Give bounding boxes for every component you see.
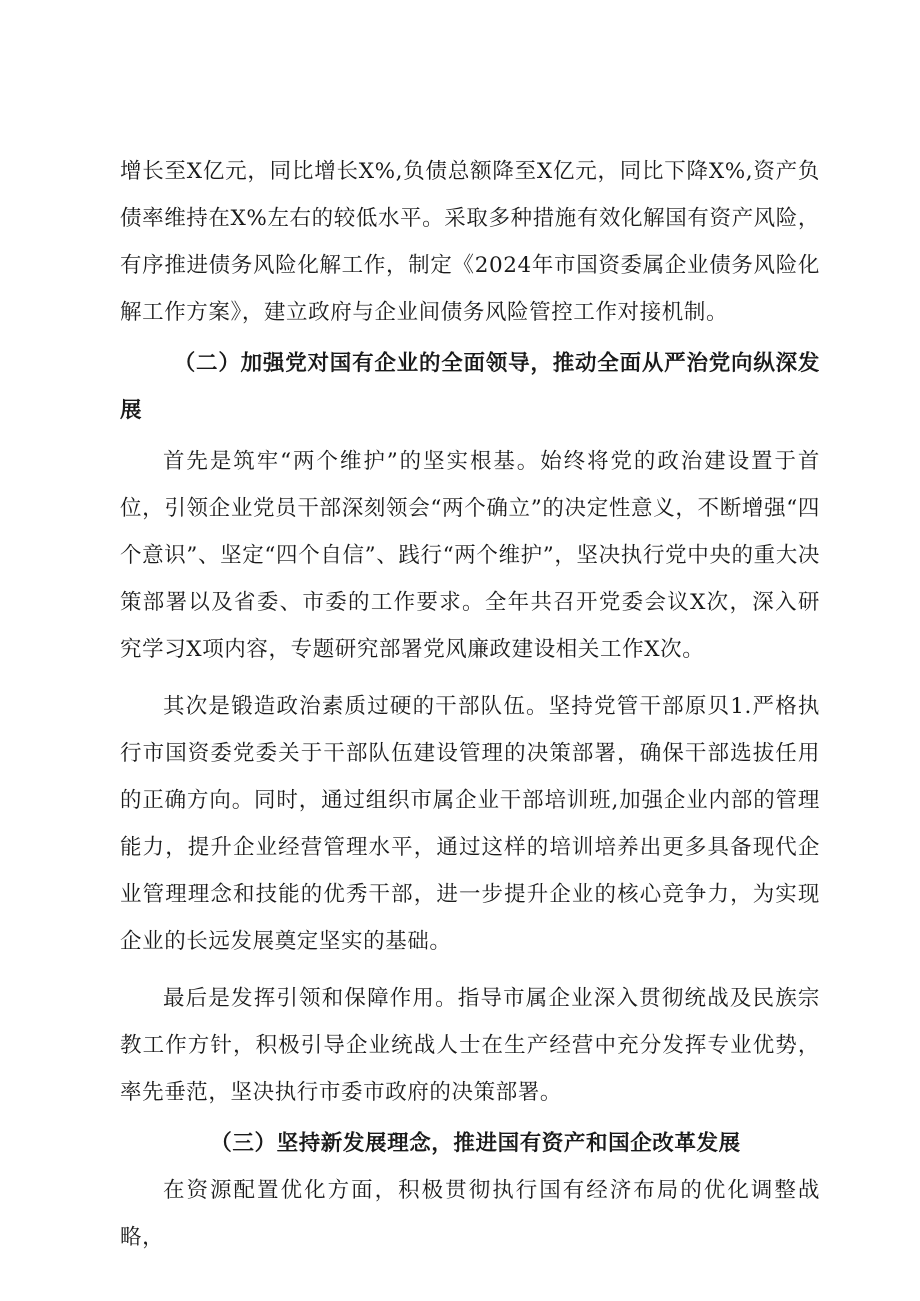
- document-body: [120, 148, 820, 1261]
- section-heading-3: （三）坚持新发展理念，推进国有资产和国企改革发展: [210, 1131, 741, 1156]
- spacer: [120, 965, 820, 975]
- paragraph-two-safeguards: 首先是筑牢“两个维护”的坚实根基。始终将党的政治建设置于首位，引领企业党员干部深刻领会“两个确立”的决定性意义，不断增强“四个意识”、坚定“四个自信”、践行“两个维护”，坚决执行党中央的重大决策部署以及省委、市委的工作要求。全年共召开党委会议X次，深入研究学习X项内容，专题研究部署党风廉政建设相关工作X次。: [120, 449, 820, 662]
- paragraph-debt-summary: 增长至X亿元，同比增长X%,负债总额降至X亿元，同比下降X%,资产负债率维持在X%左右的较低水平。采取多种措施有效化解国有资产风险，有序推进债务风险化解工作，制定《2024年市国资委属企业债务风险化解工作方案》，建立政府与企业间债务风险管控工作对接机制。: [120, 159, 820, 325]
- paragraph-leading-role: 最后是发挥引领和保障作用。指导市属企业深入贯彻统战及民族宗教工作方针，积极引导企业统战人士在生产经营中充分发挥专业优势，率先垂范，坚决执行市委市政府的决策部署。: [120, 986, 820, 1105]
- paragraph-cadre-team: 其次是锻造政治素质过硬的干部队伍。坚持党管干部原贝1.严格执行市国资委党委关于干部队伍建设管理的决策部署，确保干部选拔任用的正确方向。同时，通过组织市属企业干部培训班,加强企业内部的管理能力，提升企业经营管理水平，通过这样的培训培养出更多具备现代企业管理理念和技能的优秀干部，进一步提升企业的核心竞争力，为实现企业的长远发展奠定坚实的基础。: [120, 694, 820, 954]
- spacer: [120, 673, 820, 683]
- paragraph-resource-allocation: 在资源配置优化方面，积极贯彻执行国有经济布局的优化调整战略，: [120, 1178, 820, 1250]
- section-heading-2: （二）加强党对国有企业的全面领导，推动全面从严治党向纵深发展: [120, 351, 820, 423]
